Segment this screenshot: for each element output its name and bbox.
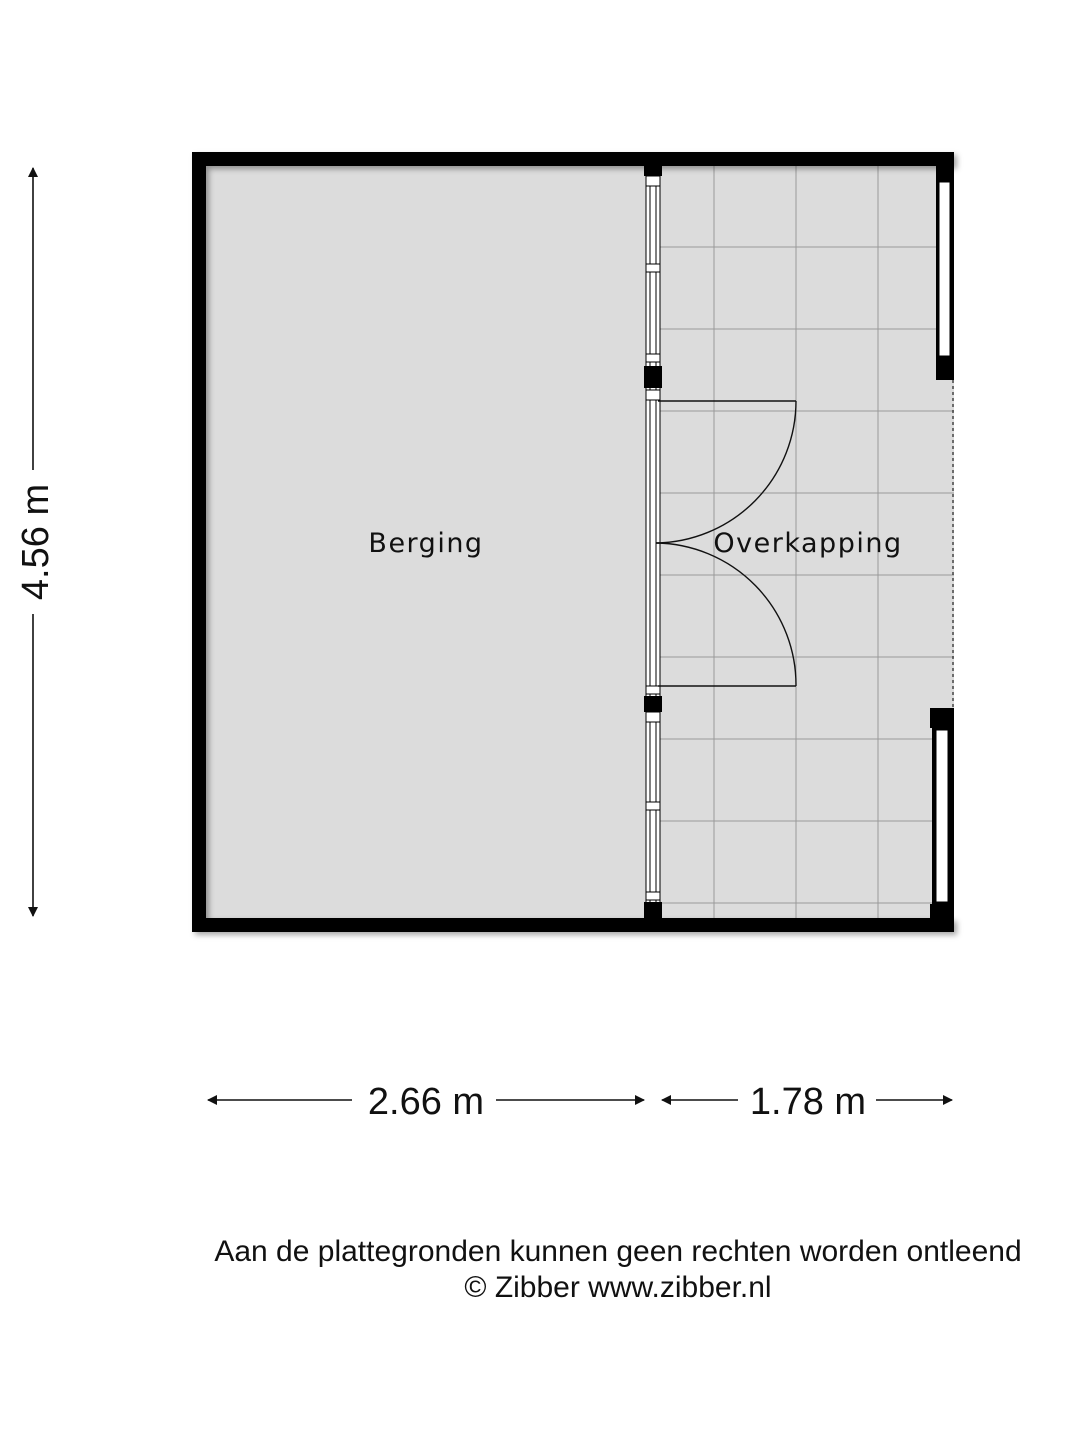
width-label-right: 1.78 m (749, 1081, 867, 1123)
room-label-berging: Berging (368, 528, 484, 559)
disclaimer-text: Aan de plattegronden kunnen geen rechten worden ontleend (214, 1235, 1022, 1268)
middle-partition (644, 166, 662, 918)
copyright-text: © Zibber www.zibber.nl (464, 1271, 772, 1304)
height-label: 4.56 m (15, 483, 57, 601)
room-label-overkapping: Overkapping (713, 528, 903, 559)
width-label-left: 2.66 m (367, 1081, 485, 1123)
